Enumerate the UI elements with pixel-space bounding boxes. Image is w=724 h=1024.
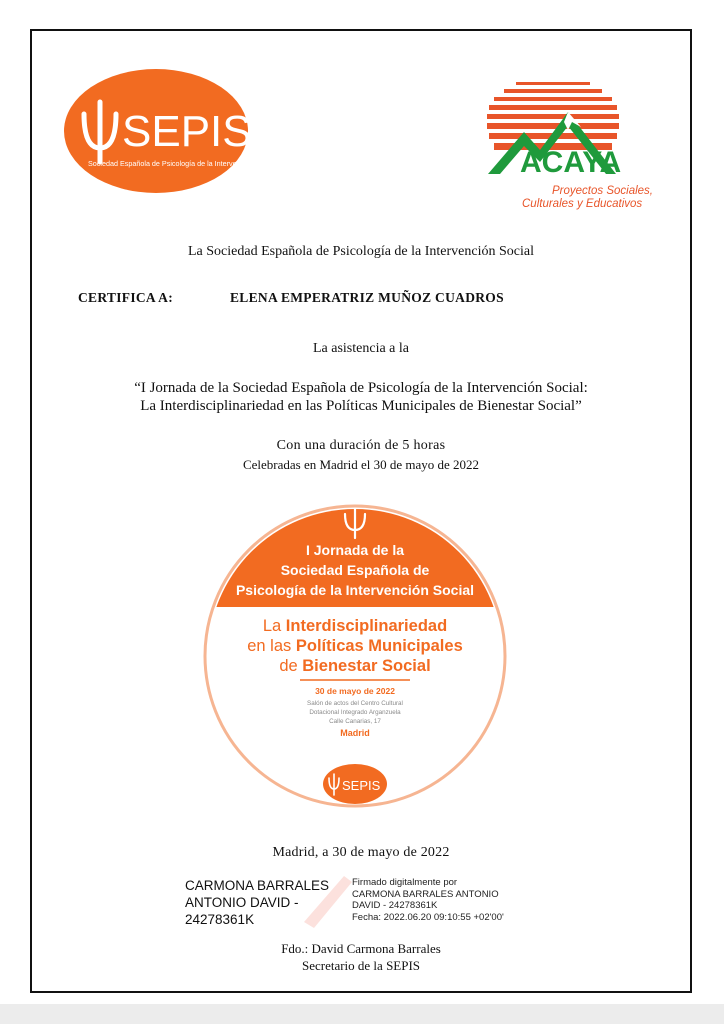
acaya-tagline-2: Culturales y Educativos [522, 198, 643, 210]
attendance-text: La asistencia a la [312, 341, 409, 356]
badge-venue-2: Dotacional Integrado Arganzuela [309, 709, 401, 716]
badge-date: 30 de mayo de 2022 [315, 686, 395, 696]
badge-title-1: I Jornada de la [305, 542, 405, 558]
event-title-line-2: La Interdisciplinariedad en las Políticas Municipales de Bienestar Social” [140, 398, 582, 414]
signer-name [185, 877, 329, 928]
signature-detail-line: CARMONA BARRALES ANTONIO [352, 888, 499, 900]
place-date: Madrid, a 30 de mayo de 2022 [272, 845, 450, 860]
certifica-label: CERTIFICA A: [78, 290, 174, 305]
viewer-bottom-bar [0, 1004, 724, 1024]
recipient-name: ELENA EMPERATRIZ MUÑOZ CUADROS [230, 290, 504, 305]
event-badge [205, 500, 505, 816]
badge-subtitle-1: La Interdisciplinariedad [262, 617, 448, 635]
acaya-tagline-1: Proyectos Sociales, [552, 185, 653, 197]
signer-role: Secretario de la SEPIS [301, 958, 421, 973]
badge-venue-3: Calle Canarias, 17 [329, 718, 381, 725]
signature-detail-line: Fecha: 2022.06.20 09:10:55 +02'00' [352, 911, 504, 923]
signature-detail-line: DAVID - 24278361K [352, 900, 438, 911]
acaya-logo [486, 82, 666, 212]
sepis-logo [62, 66, 276, 196]
acaya-logo-text: ACAYA [520, 146, 622, 179]
sepis-logo-subtitle: Sociedad Española de Psicología de la Intervención Social [88, 159, 276, 168]
event-date-text: Celebradas en Madrid el 30 de mayo de 2022 [242, 457, 480, 472]
duration-text: Con una duración de 5 horas [276, 438, 446, 453]
badge-subtitle-2: en las Políticas Municipales [247, 637, 463, 655]
signer-name-line: ANTONIO DAVID - [185, 895, 299, 910]
badge-sepis-text: SEPIS [342, 778, 381, 793]
signer-name-line: 24278361K [185, 912, 255, 927]
badge-venue-1: Salón de actos del Centro Cultural [307, 700, 403, 707]
badge-title-3: Psicología de la Intervención Social [235, 582, 475, 598]
signature-detail-line: Firmado digitalmente por [352, 877, 458, 888]
society-name: La Sociedad Española de Psicología de la Intervención Social [187, 244, 534, 259]
badge-title-2: Sociedad Española de [280, 562, 430, 578]
sepis-logo-text: SEPIS [122, 107, 252, 156]
signed-by: Fdo.: David Carmona Barrales [281, 941, 441, 956]
digital-signature-details [352, 877, 504, 923]
badge-subtitle-3: de Bienestar Social [279, 657, 431, 675]
signer-name-line: CARMONA BARRALES [185, 878, 330, 893]
event-title-line-1: “I Jornada de la Sociedad Española de Psicología de la Intervención Social: [134, 380, 588, 396]
badge-city: Madrid [340, 728, 370, 738]
